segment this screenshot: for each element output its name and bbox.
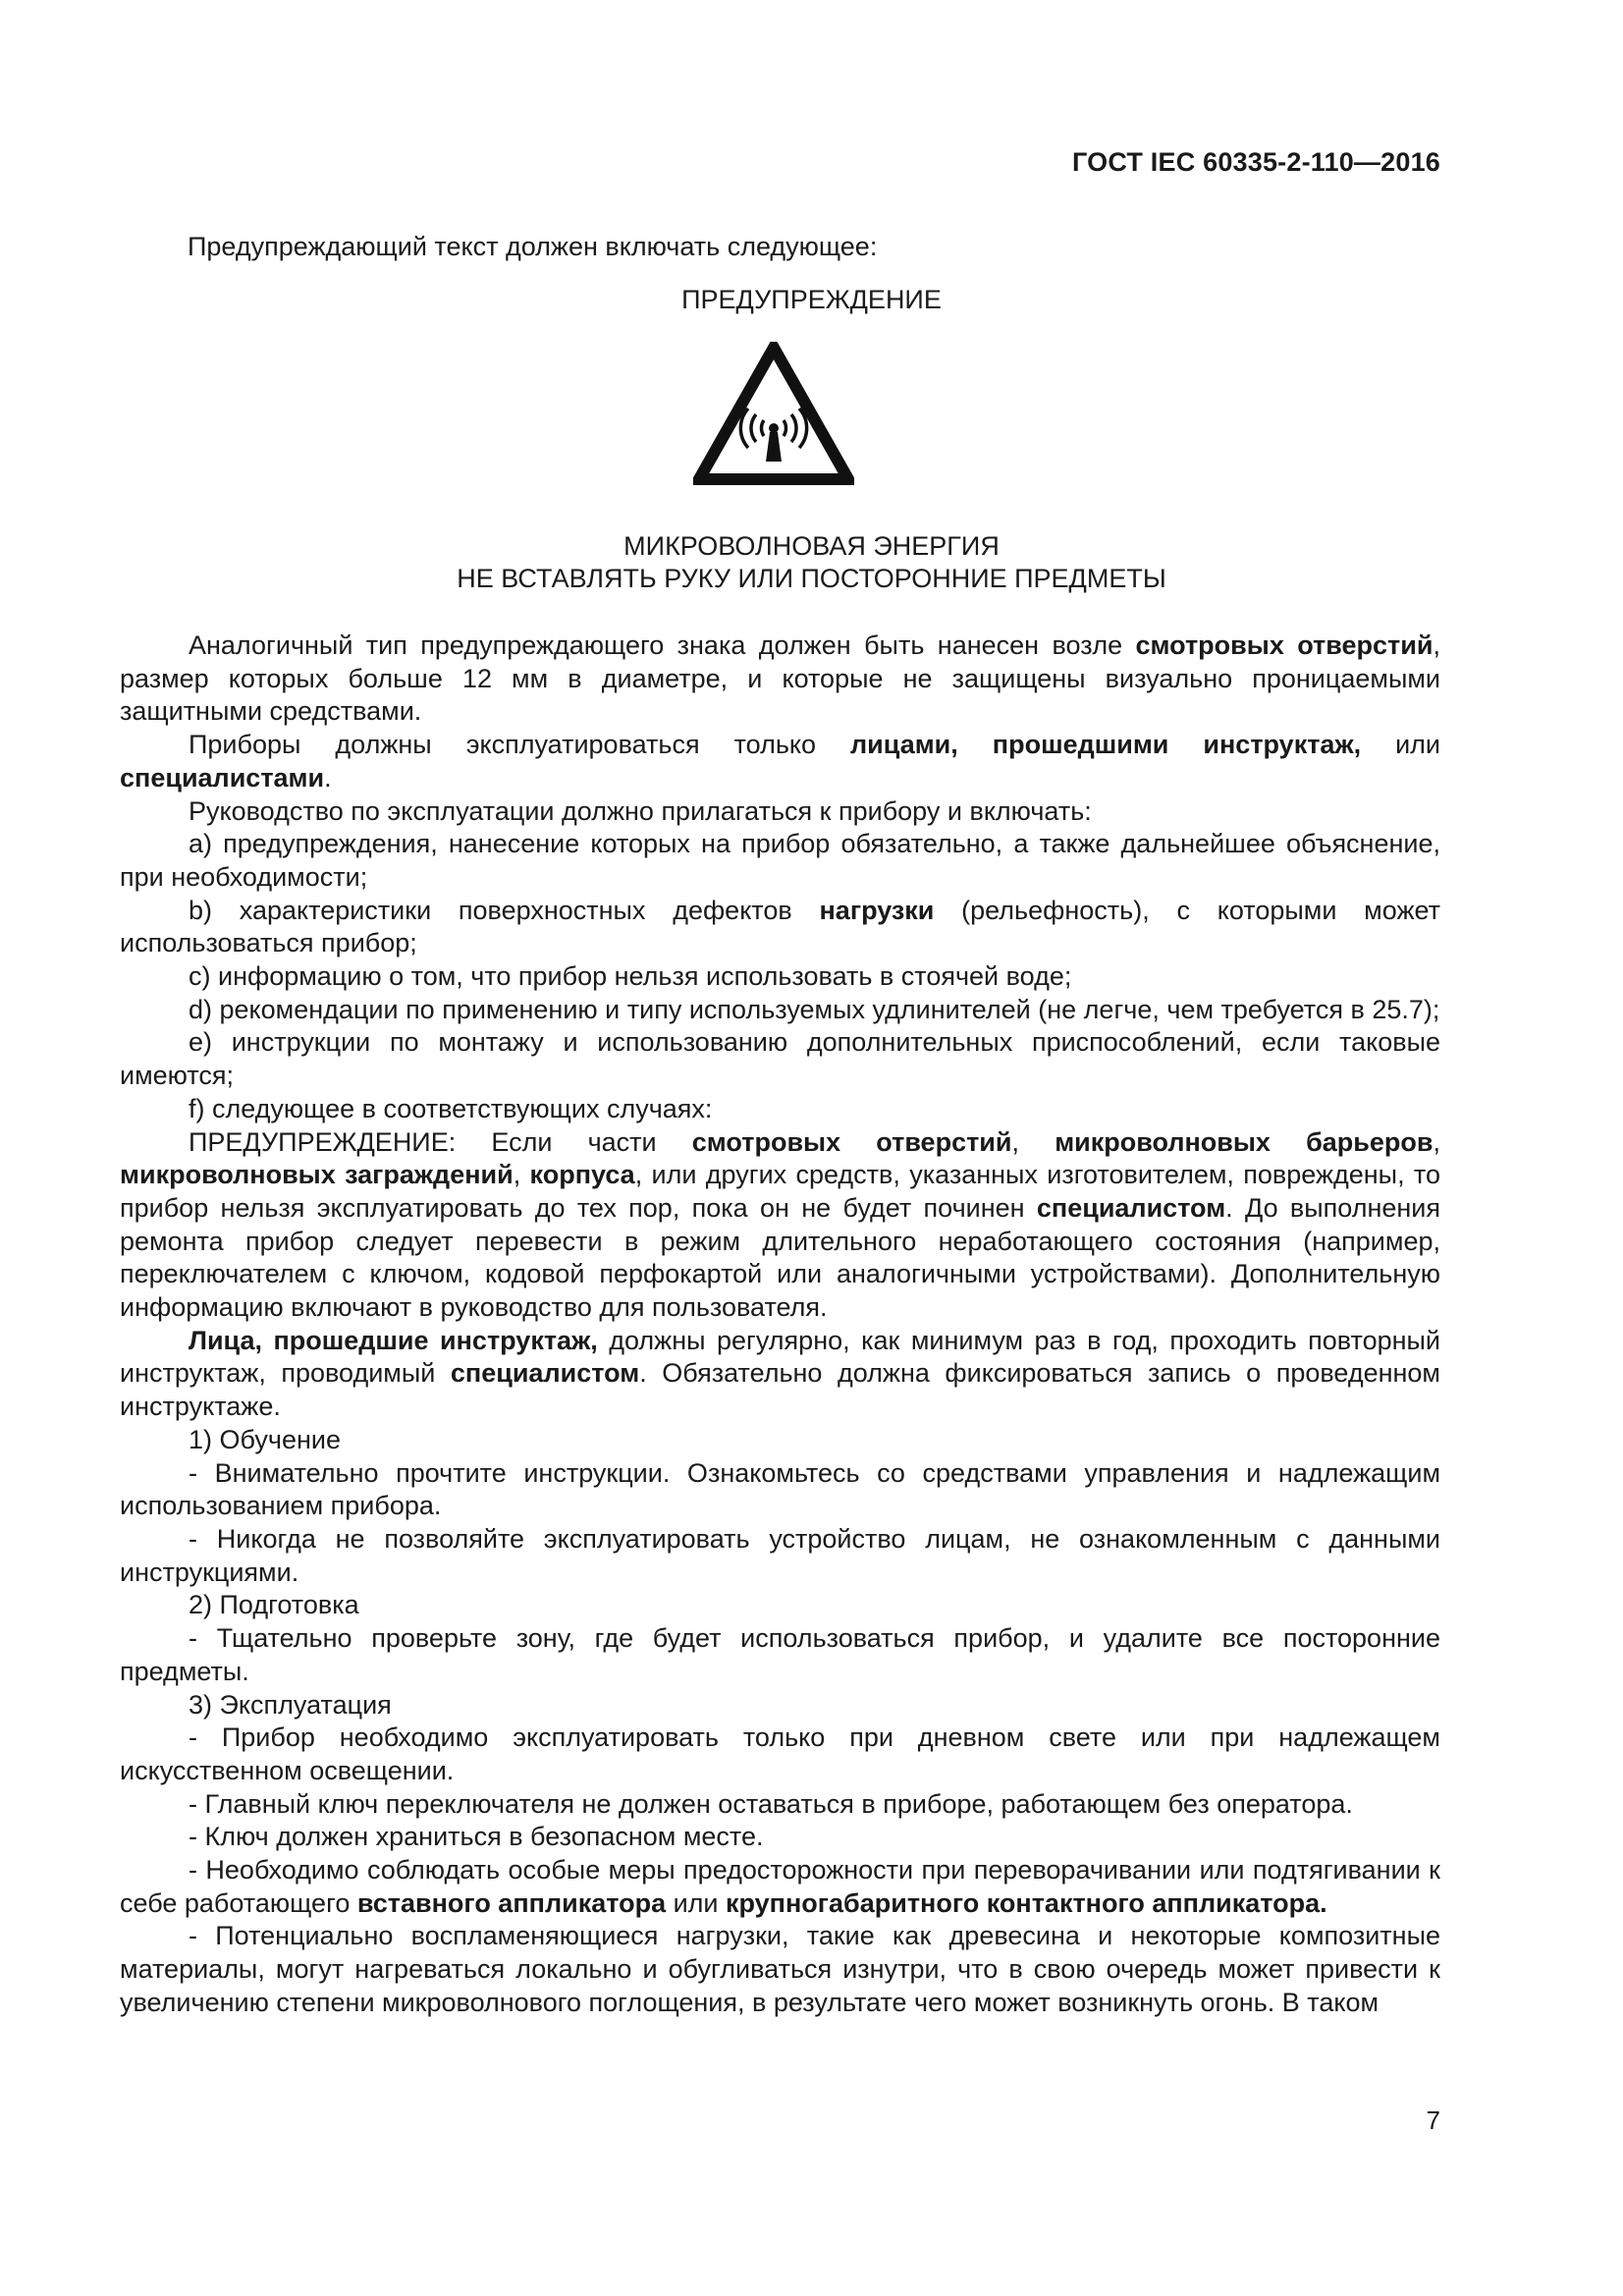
text-run: - Главный ключ переключателя не должен оставаться в приборе, работающем без оператора. bbox=[189, 1788, 1353, 1819]
bold-term: вставного аппликатора bbox=[356, 1887, 667, 1918]
text-run: - Прибор необходимо эксплуатировать только при дневном свете или при надлежащем искусственном освещении. bbox=[120, 1722, 1440, 1785]
paragraph bbox=[120, 994, 1440, 1027]
paragraph bbox=[120, 795, 1440, 829]
paragraph bbox=[120, 828, 1440, 894]
paragraph bbox=[120, 1920, 1440, 2019]
text-run: Руководство по эксплуатации должно прилагаться к прибору и включать: bbox=[189, 795, 1092, 826]
text-run: , bbox=[513, 1160, 530, 1190]
text-run: a) предупреждения, нанесение которых на прибор обязательно, а также дальнейшее объяснение, при необходимости; bbox=[120, 829, 1440, 892]
standard-header: ГОСТ IEC 60335-2-110—2016 bbox=[1072, 147, 1440, 177]
bold-term: лицами, прошедшими инструктаж, bbox=[850, 730, 1362, 760]
text-run: - Внимательно прочтите инструкции. Ознакомьтесь со средствами управления и надлежащим использованием прибора. bbox=[120, 1457, 1440, 1521]
paragraph bbox=[120, 1026, 1440, 1092]
paragraph bbox=[120, 1788, 1440, 1822]
paragraph bbox=[120, 1424, 1440, 1457]
bold-term: смотровых отверстий bbox=[691, 1126, 1012, 1157]
microwave-warning-sign-icon bbox=[693, 342, 854, 485]
intro-text: Предупреждающий текст должен включать следующее: bbox=[188, 232, 878, 261]
text-run: - Тщательно проверьте зону, где будет использоваться прибор, и удалите все посторонние предметы. bbox=[120, 1623, 1440, 1686]
paragraph bbox=[120, 1689, 1440, 1722]
text-run: или bbox=[666, 1887, 727, 1918]
paragraph bbox=[120, 1523, 1440, 1589]
text-run: , размер которых больше 12 мм в диаметре, и которые не защищены визуально проницаемыми защитными средствами. bbox=[120, 630, 1440, 727]
bold-term: смотровых отверстий bbox=[1135, 630, 1434, 660]
paragraph bbox=[120, 1722, 1440, 1787]
text-run: e) инструкции по монтажу и использованию дополнительных приспособлений, если таковые имеются; bbox=[120, 1027, 1440, 1091]
text-run: , или других средств, указанных изготовителем, повреждены, то прибор нельзя эксплуатировать до тех пор, пока он не будет починен bbox=[120, 1160, 1440, 1223]
text-run: Приборы должны эксплуатироваться только bbox=[189, 730, 851, 760]
bold-term: Лица, прошедшие инструктаж, bbox=[189, 1325, 598, 1355]
page-number: 7 bbox=[1426, 2105, 1440, 2135]
text-run: Аналогичный тип предупреждающего знака должен быть нанесен возле bbox=[189, 630, 1136, 660]
body-text bbox=[120, 629, 1440, 2020]
text-run: (рельефность), с которыми может использоваться прибор; bbox=[120, 895, 1440, 958]
bold-term: крупногабаритного контактного аппликатора. bbox=[726, 1887, 1327, 1918]
text-run: . До выполнения ремонта прибор следует перевести в режим длительного неработающего состояния (например, переключателем с ключом, кодовой перфокартой или аналогичными устройствами). Дополнительную информацию включают в руководство для пользователя. bbox=[120, 1192, 1440, 1323]
text-run: - Потенциально воспламеняющиеся нагрузки, такие как древесина и некоторые композитные материалы, могут нагреваться локально и обугливаться изнутри, что в свою очередь может привести к увеличению степени микроволнового поглощения, в результате чего может возникнуть огонь. В таком bbox=[120, 1921, 1440, 2017]
paragraph bbox=[120, 895, 1440, 960]
text-run: . Обязательно должна фиксироваться запись о проведенном инструктаже. bbox=[120, 1358, 1440, 1422]
bold-term: специалистом bbox=[450, 1358, 640, 1389]
paragraph bbox=[120, 1821, 1440, 1854]
text-run: c) информацию о том, что прибор нельзя использовать в стоячей воде; bbox=[189, 961, 1072, 992]
paragraph bbox=[120, 1589, 1440, 1622]
paragraph bbox=[120, 1854, 1440, 1920]
text-run: , bbox=[1011, 1126, 1055, 1157]
paragraph bbox=[120, 1093, 1440, 1126]
text-run: должны регулярно, как минимум раз в год, проходить повторный инструктаж, проводимый bbox=[120, 1325, 1441, 1389]
text-run: , bbox=[1433, 1126, 1440, 1157]
paragraph bbox=[120, 729, 1440, 794]
paragraph bbox=[120, 629, 1440, 729]
text-run: ПРЕДУПРЕЖДЕНИЕ: Если части bbox=[189, 1126, 692, 1157]
paragraph bbox=[120, 1622, 1440, 1688]
bold-term: специалистом bbox=[1036, 1192, 1226, 1223]
bold-term: нагрузки bbox=[819, 895, 935, 925]
text-run: f) следующее в соответствующих случаях: bbox=[189, 1093, 713, 1123]
text-run: - Необходимо соблюдать особые меры предосторожности при переворачивании или подтягивании к себе работающего bbox=[120, 1855, 1440, 1918]
text-run: - Никогда не позволяйте эксплуатировать устройство лицам, не ознакомленным с данными инструкциями. bbox=[120, 1523, 1440, 1587]
paragraph bbox=[120, 960, 1440, 994]
warning-title: ПРЕДУПРЕЖДЕНИЕ bbox=[681, 285, 942, 314]
text-run: 3) Эксплуатация bbox=[189, 1689, 392, 1720]
text-run: или bbox=[1361, 730, 1441, 760]
paragraph bbox=[120, 1457, 1440, 1523]
bold-term: специалистами bbox=[120, 762, 325, 793]
text-run: b) характеристики поверхностных дефектов bbox=[189, 895, 820, 925]
bold-term: микроволновых заграждений bbox=[120, 1160, 514, 1190]
paragraph bbox=[120, 1126, 1440, 1325]
text-run: 1) Обучение bbox=[189, 1424, 341, 1454]
text-run: - Ключ должен храниться в безопасном месте. bbox=[189, 1822, 764, 1852]
bold-term: микроволновых барьеров bbox=[1055, 1126, 1434, 1157]
sign-caption-line1: МИКРОВОЛНОВАЯ ЭНЕРГИЯ bbox=[623, 531, 1000, 561]
text-run: . bbox=[324, 762, 332, 793]
sign-caption-line2: НЕ ВСТАВЛЯТЬ РУКУ ИЛИ ПОСТОРОННИЕ ПРЕДМЕТЫ bbox=[457, 564, 1166, 593]
text-run: 2) Подготовка bbox=[189, 1590, 359, 1620]
text-run: d) рекомендации по применению и типу используемых удлинителей (не легче, чем требуется в 25.7); bbox=[189, 994, 1440, 1024]
bold-term: корпуса bbox=[529, 1160, 635, 1190]
paragraph bbox=[120, 1325, 1440, 1424]
